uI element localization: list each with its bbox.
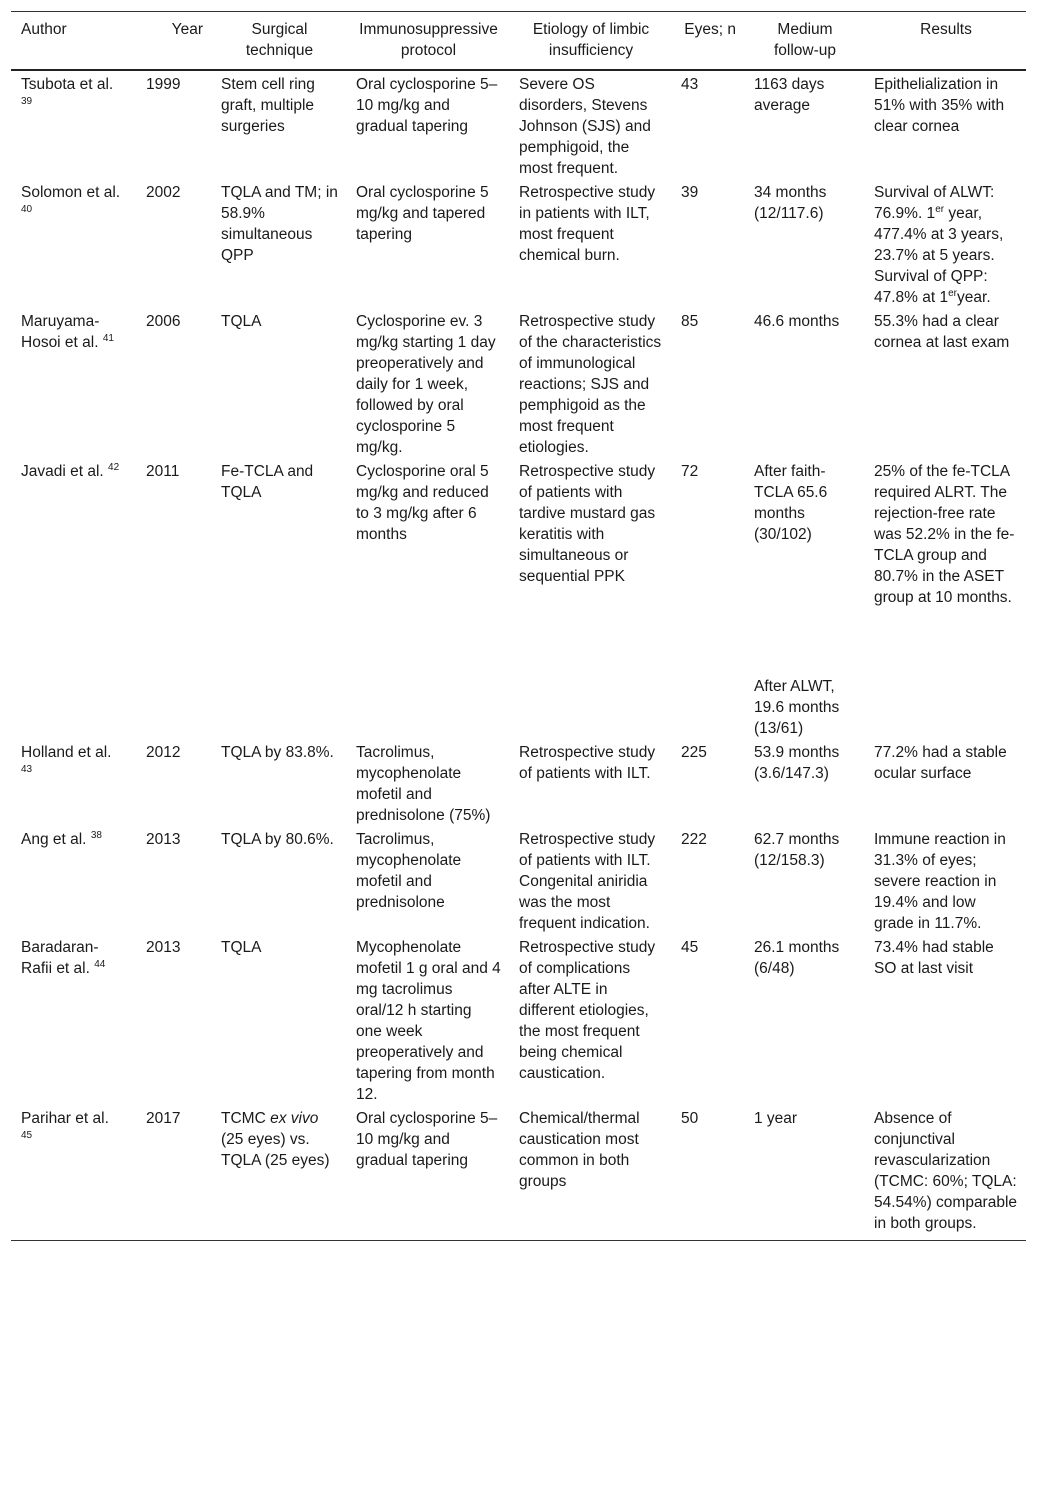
reference-number: 44: [94, 959, 106, 970]
cell-author: Solomon et al. $^{40}$: [21, 184, 121, 215]
cell-protocol: Cyclosporine oral 5 mg/kg and reduced to 3 mg/kg after 6 months: [356, 463, 489, 543]
cell-eyes: 45: [681, 939, 699, 956]
studies-table: [11, 11, 1026, 1241]
header-row: [11, 12, 1026, 71]
table-row: [11, 458, 1026, 739]
table-row: [11, 826, 1026, 934]
cell-follow-up: [744, 458, 864, 739]
cell-year: 2012: [146, 744, 181, 761]
cell-eyes: 72: [681, 463, 699, 480]
header-surgical-technique: Surgical technique: [245, 21, 314, 59]
cell-protocol: Oral cyclosporine 5 mg/kg and tapered tapering: [356, 184, 489, 243]
cell-follow-up: 1163 days average: [754, 76, 825, 114]
reference-number: 41: [102, 333, 114, 344]
cell-technique: TQLA: [221, 939, 262, 956]
reference-number: 40: [21, 204, 33, 215]
cell-results: 73.4% had stable SO at last visit: [874, 939, 994, 977]
cell-author: Parihar et al. $^{45}$: [21, 1110, 109, 1141]
cell-protocol: Tacrolimus, mycophenolate mofetil and prednisolone (75%): [356, 744, 491, 824]
cell-eyes: 50: [681, 1110, 699, 1127]
reference-number: 43: [21, 764, 33, 775]
cell-protocol: Tacrolimus, mycophenolate mofetil and prednisolone: [356, 831, 462, 911]
header-results: Results: [920, 21, 972, 38]
cell-etiology: Retrospective study of the characteristics of immunological reactions; SJS and pemphigoid as the most frequent etiologies.: [519, 313, 662, 456]
cell-author: Holland et al. $^{43}$: [21, 744, 112, 775]
cell-eyes: 43: [681, 76, 699, 93]
cell-etiology: Retrospective study of patients with tardive mustard gas keratitis with simultaneous or sequential PPK: [519, 463, 656, 585]
reference-number: 42: [108, 462, 120, 473]
cell-protocol: Oral cyclosporine 5–10 mg/kg and gradual tapering: [356, 1110, 498, 1169]
table-row: [11, 308, 1026, 458]
table-row: [11, 179, 1026, 308]
cell-etiology: Retrospective study of patients with ILT. Congenital aniridia was the most frequent indication.: [519, 831, 656, 932]
cell-protocol: Cyclosporine ev. 3 mg/kg starting 1 day preoperatively and daily for 1 week, followed by oral cyclosporine 5 mg/kg.: [356, 313, 496, 456]
header-follow-up: Medium follow-up: [773, 21, 837, 59]
cell-eyes: 222: [681, 831, 707, 848]
cell-technique: TQLA by 80.6%.: [221, 831, 334, 848]
cell-results: Survival of ALWT: 76.9%. 1er year, 477.4% at 3 years, 23.7% at 5 years. Survival of QPP: 47.8% at 1eryear.: [874, 184, 1004, 306]
cell-technique: TQLA: [221, 313, 262, 330]
cell-author: Maruyama-Hosoi et al. $^{41}$: [21, 313, 114, 351]
cell-author: Javadi et al. $^{42}$: [21, 462, 120, 480]
header-etiology: Etiology of limbic insufficiency: [532, 21, 650, 59]
cell-follow-up: 34 months (12/117.6): [754, 184, 827, 222]
header-author: Author: [21, 21, 67, 38]
cell-follow-up: 1 year: [754, 1110, 798, 1127]
cell-etiology: Chemical/thermal caustication most common in both groups: [519, 1110, 640, 1190]
cell-technique: TCMC ex vivo (25 eyes) vs. TQLA (25 eyes): [221, 1110, 330, 1169]
table-row: [11, 1105, 1026, 1241]
cell-follow-up: 62.7 months (12/158.3): [754, 831, 840, 869]
cell-eyes: 225: [681, 744, 707, 761]
cell-eyes: 39: [681, 184, 699, 201]
cell-follow-up: 53.9 months (3.6/147.3): [754, 744, 840, 782]
follow-up-primary: After faith-TCLA 65.6 months (30/102): [754, 463, 828, 543]
cell-results: Epithelialization in 51% with 35% with clear cornea: [874, 76, 1005, 135]
cell-technique: Fe-TCLA and TQLA: [221, 463, 314, 501]
cell-year: 1999: [146, 76, 181, 93]
header-eyes: Eyes; n: [684, 21, 736, 38]
cell-results: Immune reaction in 31.3% of eyes; severe reaction in 19.4% and low grade in 11.7%.: [874, 831, 1006, 932]
cell-technique: TQLA and TM; in 58.9% simultaneous QPP: [221, 184, 338, 264]
cell-follow-up: 26.1 months (6/48): [754, 939, 840, 977]
cell-eyes: 85: [681, 313, 699, 330]
cell-year: 2002: [146, 184, 181, 201]
reference-number: 39: [21, 96, 33, 107]
header-year: Year: [171, 21, 203, 38]
cell-year: 2017: [146, 1110, 181, 1127]
reference-number: 45: [21, 1130, 33, 1141]
cell-year: 2011: [146, 463, 180, 480]
reference-number: 38: [90, 830, 102, 841]
cell-results: 25% of the fe-TCLA required ALRT. The rejection-free rate was 52.2% in the fe-TCLA group and 80.7% in the ASET group at 10 months.: [874, 463, 1015, 606]
cell-etiology: Severe OS disorders, Stevens Johnson (SJS) and pemphigoid, the most frequent.: [519, 76, 651, 177]
cell-year: 2013: [146, 939, 181, 956]
cell-follow-up: 46.6 months: [754, 313, 840, 330]
table-row: [11, 739, 1026, 826]
cell-year: 2013: [146, 831, 181, 848]
cell-etiology: Retrospective study of patients with ILT.: [519, 744, 656, 782]
cell-author: Ang et al. $^{38}$: [21, 830, 102, 848]
header-immunosuppressive-protocol: Immunosuppressive protocol: [359, 21, 498, 59]
cell-results: 55.3% had a clear cornea at last exam: [874, 313, 1010, 351]
table-row: [11, 934, 1026, 1105]
cell-author: Tsubota et al. $^{39}$: [21, 76, 114, 107]
cell-protocol: Mycophenolate mofetil 1 g oral and 4 mg tacrolimus oral/12 h starting one week preoperatively and tapering from month 12.: [356, 939, 501, 1103]
cell-etiology: Retrospective study in patients with ILT, most frequent chemical burn.: [519, 184, 656, 264]
follow-up-secondary: After ALWT, 19.6 months (13/61): [754, 678, 840, 737]
cell-results: Absence of conjunctival revascularization (TCMC: 60%; TQLA: 54.54%) comparable in both groups.: [874, 1110, 1018, 1232]
cell-protocol: Oral cyclosporine 5–10 mg/kg and gradual tapering: [356, 76, 498, 135]
cell-etiology: Retrospective study of complications after ALTE in different etiologies, the most frequent being chemical caustication.: [519, 939, 656, 1082]
cell-author: Baradaran-Rafii et al. $^{44}$: [21, 939, 106, 977]
table-row: [11, 70, 1026, 179]
cell-technique: Stem cell ring graft, multiple surgeries: [221, 76, 315, 135]
cell-year: 2006: [146, 313, 181, 330]
cell-results: 77.2% had a stable ocular surface: [874, 744, 1007, 782]
cell-technique: TQLA by 83.8%.: [221, 744, 334, 761]
